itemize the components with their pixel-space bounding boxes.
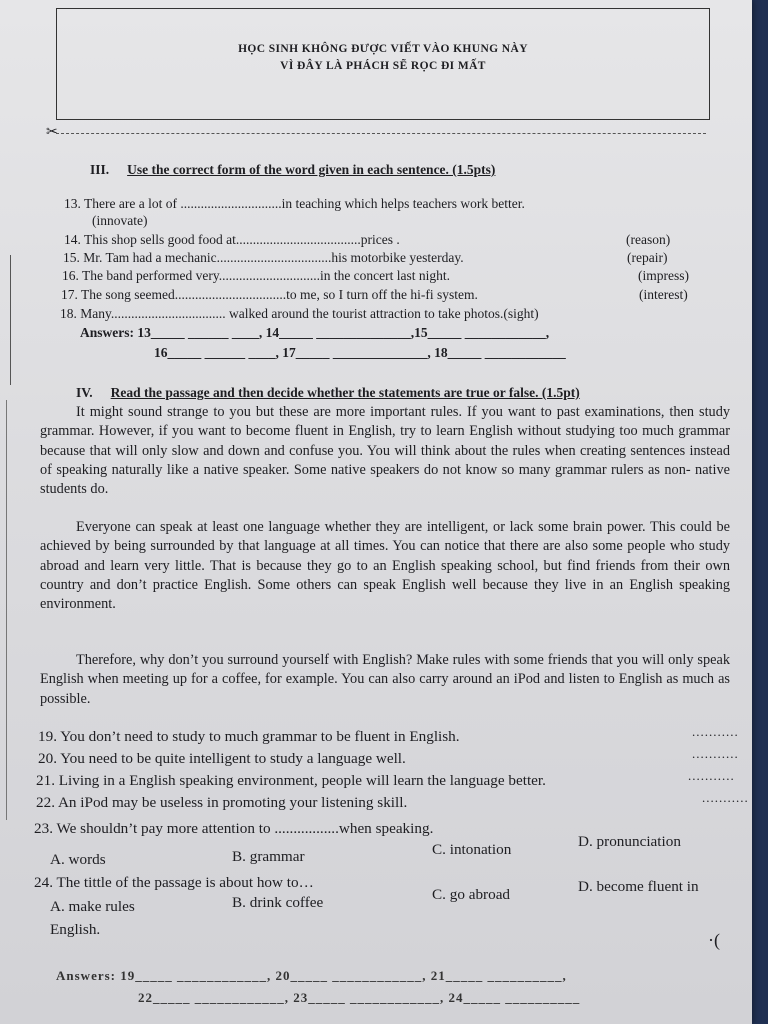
margin-line — [10, 255, 11, 385]
option-a: A. make rules — [50, 898, 135, 915]
pen-mark: ·( — [708, 930, 720, 950]
paragraph-text: Therefore, why don’t you surround yourself with English? Make rules with some friends that you will only speak English when meeting up for a coffee, for example. You can also carry around an iPod and listen to English as much as possible. — [40, 652, 730, 707]
question-16 — [62, 268, 689, 284]
header-line-2: VÌ ĐÂY LÀ PHÁCH SẼ RỌC ĐI MẤT — [280, 60, 486, 72]
option-c: C. go abroad — [432, 886, 511, 903]
question-hint: (interest) — [639, 287, 688, 302]
question-23: 23. We shouldn’t pay more attention to .................when speaking. — [34, 820, 434, 837]
header-box — [56, 8, 710, 120]
header-line-1: HỌC SINH KHÔNG ĐƯỢC VIẾT VÀO KHUNG NÀY — [238, 43, 528, 55]
question-text: 15. Mr. Tam had a mechanic..................................his motorbike yesterday. — [63, 250, 464, 265]
section-3-number: III. — [90, 162, 110, 177]
passage-paragraph-1 — [40, 403, 730, 499]
section-4-title: Read the passage and then decide whether the statements are true or false. (1.5pt) — [110, 385, 580, 400]
statement-22: 22. An iPod may be useless in promoting your listening skill. — [36, 794, 408, 811]
answers-row-1: Answers: 19_____ ____________, 20_____ ____________, 21_____ __________, — [56, 968, 567, 983]
statement-19: 19. You don’t need to study to much grammar to be fluent in English. — [38, 728, 460, 745]
question-text: 18. Many.................................. walked around the tourist attraction to take photos.(sight) — [60, 306, 539, 321]
section-3-heading — [90, 162, 495, 178]
margin-line — [6, 400, 7, 820]
answer-blank: ........... — [702, 790, 749, 805]
answer-blank: ........... — [692, 724, 739, 739]
section-4-number: IV. — [76, 385, 93, 400]
question-18 — [60, 306, 539, 322]
option-d: D. become fluent in — [578, 878, 699, 895]
passage-paragraph-2 — [40, 518, 730, 614]
section-3-title: Use the correct form of the word given in each sentence. (1.5pts) — [127, 162, 496, 177]
cut-line — [56, 133, 706, 134]
question-text: 16. The band performed very..............................in the concert last night. — [62, 268, 451, 283]
statement-21: 21. Living in a English speaking environment, people will learn the language better. — [36, 772, 546, 789]
answer-blank: ........... — [688, 768, 735, 783]
question-13-hint — [92, 213, 147, 229]
question-13 — [64, 196, 525, 212]
option-b: B. drink coffee — [232, 894, 324, 911]
question-14 — [64, 232, 671, 248]
option-d-continued: English. — [50, 921, 101, 938]
scissors-icon: ✂ — [46, 125, 58, 140]
option-c: C. intonation — [432, 841, 512, 858]
answers-row-2: 22_____ ____________, 23_____ ____________, 24_____ __________ — [138, 990, 581, 1005]
question-15 — [63, 250, 668, 266]
option-b: B. grammar — [232, 848, 305, 865]
question-17 — [61, 287, 688, 303]
question-text: 14. This shop sells good food at.....................................prices . — [64, 232, 400, 247]
question-24: 24. The tittle of the passage is about how to… — [34, 874, 314, 891]
question-text: 13. There are a lot of ..............................in teaching which helps teachers work better. — [64, 196, 525, 211]
option-d: D. pronunciation — [578, 833, 681, 850]
answer-blank: ........... — [692, 746, 739, 761]
question-text: 17. The song seemed.................................to me, so I turn off the hi-fi system. — [61, 287, 478, 302]
paragraph-text: Everyone can speak at least one language whether they are intelligent, or lack some brain power. This could be achieved by being surrounded by that language at all times. You can notice that there are also some people who study abroad and learn very little. That is because they go to an English speaking school, but find friends from their own country and don’t practice English. Some others can speak English well because they live in an English speaking environment. — [40, 519, 730, 613]
passage-paragraph-3 — [40, 651, 730, 709]
question-hint: (reason) — [626, 232, 671, 247]
section-4-heading — [76, 385, 580, 401]
statement-20: 20. You need to be quite intelligent to study a language well. — [38, 750, 406, 767]
question-hint: (impress) — [638, 268, 689, 283]
option-a: A. words — [50, 851, 106, 868]
answers-row-2: 16_____ ______ ____, 17_____ ______________, 18_____ ____________ — [154, 345, 566, 360]
answers-row-1: Answers: 13_____ ______ ____, 14_____ ______________,15_____ ____________, — [80, 325, 550, 340]
question-hint: (repair) — [627, 250, 668, 265]
question-text: (innovate) — [92, 213, 148, 228]
paragraph-text: It might sound strange to you but these are more important rules. If you want to past examinations, then study grammar. However, if you want to become fluent in English, try to learn English without studying too much grammar because that will only slow and down and confuse you. You will think about the rules when creating sentences instead of speaking naturally like a native speaker. Some native speakers do not know so many grammar rulers as non- native students do. — [40, 404, 730, 498]
